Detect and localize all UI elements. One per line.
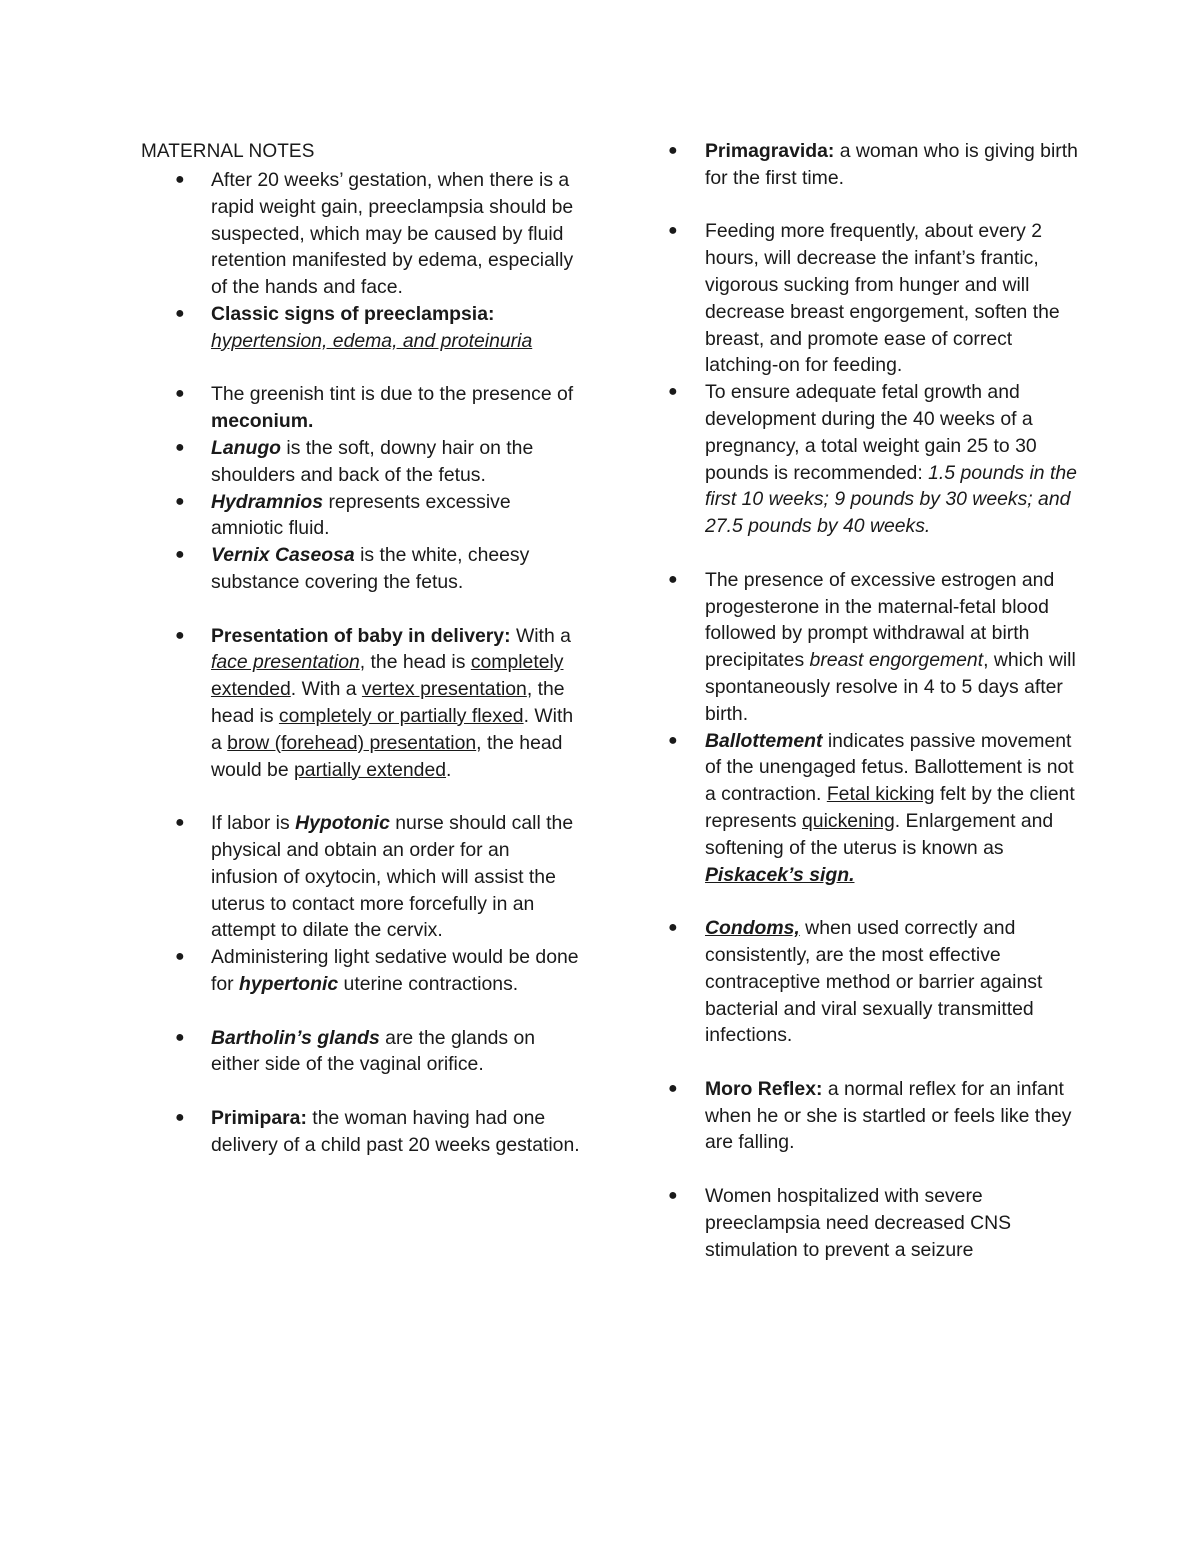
note-text: The greenish tint is due to the presence of (211, 383, 574, 406)
note-item (141, 489, 581, 543)
note-text: when used correctly and consistently, are the most effective contraceptive method or barrier against bacterial and viral sexually transmitted infections. (705, 917, 1043, 1047)
note-text: Classic signs of preeclampsia: (211, 302, 495, 325)
note-text: Bartholin’s glands (211, 1026, 380, 1049)
bullet-icon: ● (175, 626, 185, 644)
note-item (141, 1025, 581, 1079)
note-text: partially extended (294, 758, 447, 781)
note-item (141, 623, 581, 784)
bullet-icon: ● (668, 142, 678, 159)
note-text: is the soft, downy hair on the shoulders and back of the fetus. (211, 436, 534, 486)
note-text: Ballottement (705, 729, 823, 752)
note-item (668, 728, 1088, 889)
bullet-icon: ● (175, 948, 185, 966)
bullet-icon: ● (175, 304, 185, 322)
note-text: To ensure adequate fetal growth and development during the 40 weeks of a pregnancy, a total weight gain 25 to 30 pounds is recommended: (705, 381, 1037, 484)
left-column (141, 138, 581, 1158)
note-text: indicates passive movement of the unengaged fetus. Ballottement is not a contraction. (705, 729, 1074, 806)
note-item (668, 379, 1088, 540)
note-text: completely or partially flexed (278, 704, 524, 727)
bullet-icon: ● (668, 1079, 678, 1097)
note-text: felt by the client represents (705, 783, 1075, 832)
note-text: Feeding more frequently, about every 2 hours, will decrease the infant’s frantic, vigorous sucking from hunger and will decrease breast engorgement, soften the breast, and promote ease of correct latching-on for feeding. (705, 220, 1060, 377)
note-item (141, 1105, 581, 1159)
note-text: Condoms, (705, 917, 800, 940)
note-text: quickening (802, 809, 895, 832)
bullet-icon: ● (668, 731, 678, 749)
bullet-icon: ● (668, 1187, 678, 1205)
bullet-icon: ● (175, 492, 185, 510)
note-text: face presentation (211, 651, 360, 674)
note-text: . With a (290, 678, 362, 701)
bullet-icon: ● (175, 546, 185, 564)
note-item (141, 810, 581, 944)
note-text: , the head would be (211, 731, 563, 781)
note-item (668, 1076, 1088, 1156)
note-item (668, 218, 1088, 379)
note-text: , the head is (359, 651, 471, 674)
note-item (141, 944, 581, 998)
note-text: are the glands on either side of the vaginal orifice. (211, 1026, 536, 1076)
note-text: . With a (211, 704, 574, 754)
note-text: brow (forehead) presentation (227, 731, 477, 754)
note-text: is the white, cheesy substance covering the fetus. (211, 544, 530, 593)
bullet-icon: ● (668, 383, 678, 401)
note-text: . Enlargement and softening of the uterus is known as (705, 809, 1054, 859)
note-text: completely extended (211, 651, 564, 701)
note-text: uterine contractions. (338, 972, 519, 995)
left-note-list (141, 167, 581, 1158)
note-text: a woman who is giving birth for the first time. (705, 140, 1078, 189)
note-text: Piskacek’s sign. (705, 863, 855, 886)
note-item (141, 301, 581, 355)
note-text: , which will spontaneously resolve in 4 to 5 days after birth. (705, 649, 1076, 725)
note-text: Moro Reflex: (705, 1077, 823, 1100)
note-text: If labor is (211, 812, 296, 835)
bullet-icon: ● (175, 814, 185, 832)
note-item (141, 167, 581, 301)
note-text: Fetal kicking (826, 783, 935, 806)
note-text: breast engorgement (809, 649, 984, 672)
note-item (141, 435, 581, 489)
bullet-icon: ● (175, 438, 185, 456)
note-text: the woman having had one delivery of a child past 20 weeks gestation. (211, 1106, 580, 1156)
note-text: , the head is (211, 678, 565, 727)
right-column (668, 138, 1088, 1263)
note-text: After 20 weeks’ gestation, when there is a rapid weight gain, preeclampsia should be suspected, which may be caused by fluid retention manifested by edema, especially of the hands and face. (211, 169, 574, 299)
note-text: . (446, 758, 452, 781)
note-item (141, 381, 581, 435)
note-item (668, 138, 1088, 192)
note-text: Presentation of baby in delivery: (211, 624, 511, 647)
bullet-icon: ● (668, 919, 678, 937)
bullet-icon: ● (175, 385, 185, 403)
note-text: With a (510, 624, 571, 647)
note-item (668, 915, 1088, 1049)
note-text: a normal reflex for an infant when he or she is startled or feels like they are falling. (705, 1077, 1072, 1154)
bullet-icon: ● (175, 171, 185, 188)
note-text: vertex presentation (361, 678, 527, 701)
page-title: MATERNAL NOTES (141, 141, 315, 162)
note-text: nurse should call the physical and obtain an order for an infusion of oxytocin, which will assist the uterus to contact more forcefully in an attempt to dilate the cervix. (211, 812, 574, 942)
note-text: Hypotonic (295, 812, 390, 835)
note-text: Vernix Caseosa (211, 544, 355, 567)
note-text: Administering light sedative would be done for (211, 946, 579, 995)
bullet-icon: ● (175, 1028, 185, 1046)
note-text: Women hospitalized with severe preeclampsia need decreased CNS stimulation to prevent a seizure (705, 1185, 1012, 1261)
note-text: represents excessive amniotic fluid. (211, 490, 511, 540)
note-text: 1.5 pounds in the first 10 weeks; 9 pounds by 30 weeks; and 27.5 pounds by 40 weeks. (705, 461, 1077, 538)
bullet-icon: ● (668, 222, 678, 240)
bullet-icon: ● (668, 570, 678, 588)
note-text: Primagravida: (705, 140, 835, 162)
note-text: Lanugo (211, 436, 282, 459)
note-text: Hydramnios (211, 490, 324, 513)
note-item (668, 567, 1088, 728)
note-text: meconium. (211, 410, 314, 433)
note-item (668, 1183, 1088, 1263)
note-item (141, 542, 581, 596)
note-text: Primipara: (211, 1106, 307, 1129)
bullet-icon: ● (175, 1108, 185, 1126)
note-text: The presence of excessive estrogen and progesterone in the maternal-fetal blood followed by prompt withdrawal at birth precipitates (705, 568, 1055, 672)
note-text: hypertonic (239, 972, 339, 995)
note-text: hypertension, edema, and proteinuria (211, 329, 533, 352)
right-note-list (668, 138, 1088, 1263)
